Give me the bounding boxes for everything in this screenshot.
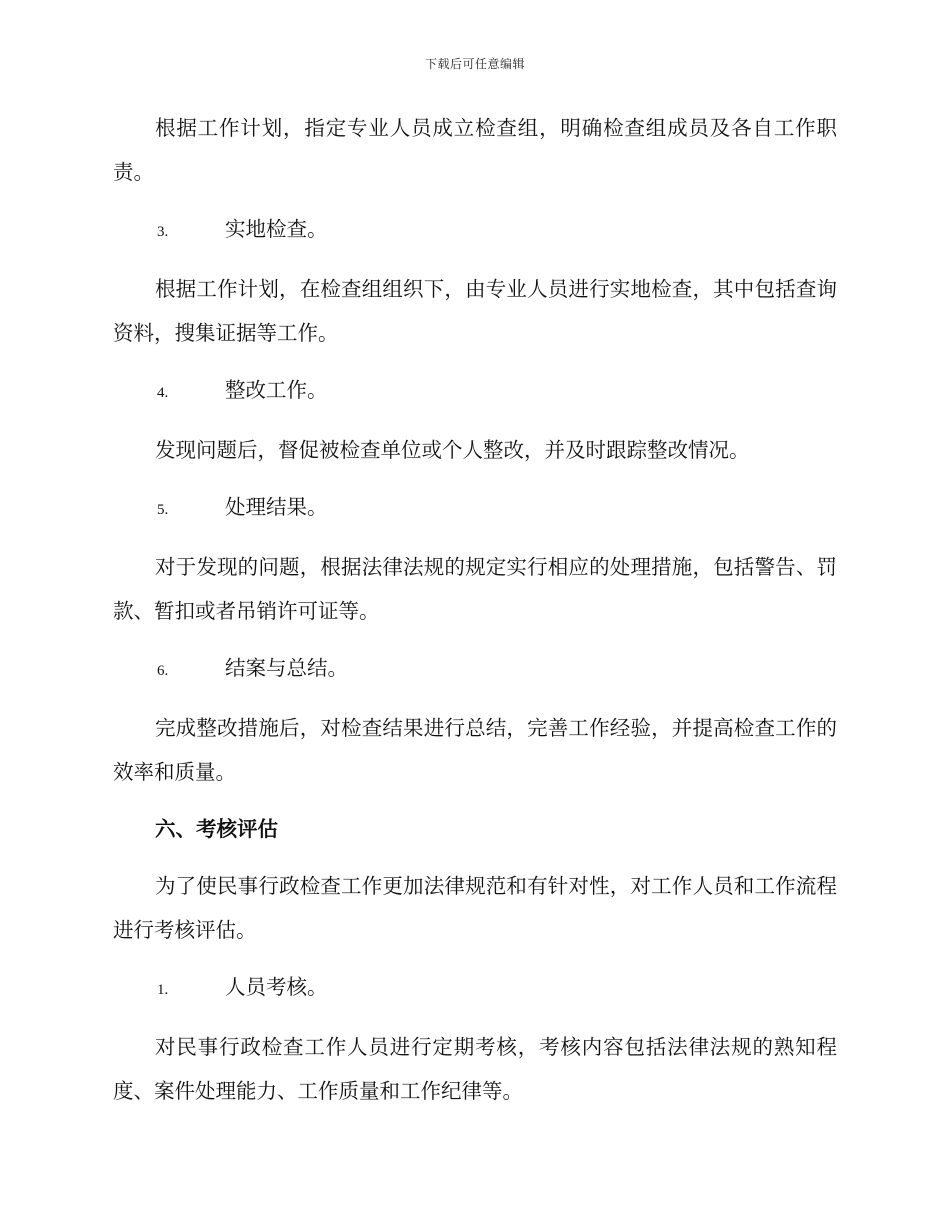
paragraph: 对民事行政检查工作人员进行定期考核，考核内容包括法律法规的熟知程度、案件处理能力、工作质量和工作纪律等。 [113,1035,837,1103]
list-item [113,368,837,415]
paragraph: 发现问题后，督促被检查单位或个人整改，并及时跟踪整改情况。 [155,438,750,462]
paragraph: 完成整改措施后，对检查结果进行总结，完善工作经验，并提高检查工作的效率和质量。 [113,716,837,784]
list-item-text: 整改工作。 [225,378,328,402]
list-item-number: 4. [157,385,169,401]
paragraph: 为了使民事行政检查工作更加法律规范和有针对性，对工作人员和工作流程进行考核评估。 [113,874,837,942]
list-item-number: 6. [157,663,169,679]
paragraph: 对于发现的问题，根据法律法规的规定实行相应的处理措施，包括警告、罚款、暂扣或者吊销许可证等。 [113,555,837,623]
list-item-text: 结案与总结。 [225,656,348,680]
section-heading: 六、考核评估 [155,817,278,841]
document-body [113,106,837,1126]
paragraph: 根据工作计划，指定专业人员成立检查组，明确检查组成员及各自工作职责。 [113,116,837,184]
list-item-number: 3. [157,224,169,240]
list-item-text: 处理结果。 [225,495,328,519]
list-item-text: 人员考核。 [225,975,328,999]
list-item-number: 5. [157,502,169,518]
list-item [113,207,837,254]
list-item-number: 1. [157,982,169,998]
paragraph: 根据工作计划，在检查组组织下，由专业人员进行实地检查，其中包括查询资料，搜集证据等工作。 [113,277,837,345]
list-item [113,965,837,1012]
list-item [113,485,837,532]
list-item [113,646,837,693]
list-item-text: 实地检查。 [225,217,328,241]
page-header: 下载后可任意编辑 [424,57,525,71]
